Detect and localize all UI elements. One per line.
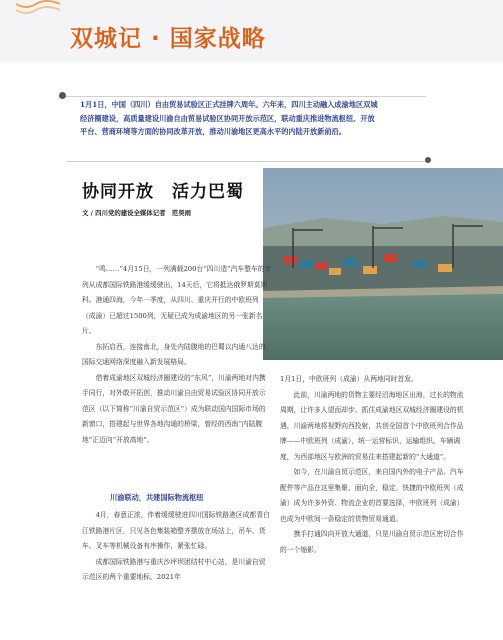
section-title: 双城记 · 国家战略 [70,26,266,52]
body-paragraph: 东拓启西，连接南北，身处内陆腹地的巴蜀以内通八达的国际交通网络深度融入新发展格局。 [82,342,266,366]
article-title: 协同开放 活力巴蜀 [82,182,244,202]
body-paragraph: 1月1日，中欧班列（成渝）从两地同时首发。 [280,375,418,383]
section-subheading: 川渝联动，共建国际物流枢纽 [110,493,204,502]
body-paragraph: “鸣……”4月15日，一列满载200台“四川造”汽车整车的专列从成都国际铁路港缓缓驶出，14天后，它将抵达俄罗斯莫斯科。港通四海，今年一季度，从四川、重庆开行的中欧班列（成渝）已超过1500列，无疑已成为成渝地区的另一张新名片。 [82,265,272,335]
body-paragraph: 借着成渝地区双城经济圈建设的“东风”，川渝两地对内携手同行，对外敢开拓创，推动川渝自由贸易试验区协同开放示范区（以下简称“川渝自贸示范区”）成为联动国内国际市场的新窗口，搭建起与世界各地沟通的桥梁，曾经的西南“内陆腹地”正迈向“开放高地”。 [82,373,266,444]
bullet-dot-icon [59,92,66,99]
left-column [82,262,272,448]
right-column [280,372,466,558]
body-paragraph: 成都国际铁路港与重庆沙坪坝团结村中心站，是川渝自贸示范区的两个重要地标。2021年 [82,557,266,581]
port-photo [263,168,503,360]
decorative-wave-logo [16,0,60,30]
article-byline: 文 / 四川党的建设全媒体记者 范昊雨 [82,209,192,217]
bullet-dot-icon [425,157,431,163]
body-paragraph: 如今，在川渝自贸示范区，来自国内外的电子产品、汽车配件等产品在这里集聚、面向全，稳定、快捷的中欧班列（成渝）成为许多外资、物流企业的首要选择，中欧班列（成渝）也成为中欧间一条稳定的货物贸易通道。 [280,468,464,523]
left-column-lower [82,508,272,586]
body-paragraph: 此前，川渝两地的货物主要经沿海地区出海，过长的物流周期，让许多人望而却步。抓住成渝地区双城经济圈建设的机遇，川渝两地将视野向西投射，共创全国首个中欧班列合作品牌——中欧班列（成渝），统一运营标识、运输组织、车辆调度，为西部地区与欧洲的贸易往来搭建起新的“大通道”。 [280,390,464,461]
lead-paragraph: 1月1日，中国（四川）自由贸易试验区正式挂牌六周年。六年来，四川主动融入成渝地区双城经济圈建设，高质量建设川渝自由贸易试验区协同开放示范区，联动重庆推进物流枢纽、开放平台、营商环境等方面的协同改革开放，推动川渝地区更高水平的内陆开放新前沿。 [80,100,378,136]
body-paragraph: 携手打通四向开放大通道，只是川渝自贸示范区密切合作的一个缩影。 [280,530,464,554]
body-paragraph: 4月，春意正浓，伴着缓缓驶进四川国际铁路港区成都青白江铁路港片区，只见各色集装箱整齐摆放在场站上，吊车、货车、叉车等机械设备有序操作，紧张忙碌。 [82,511,270,550]
